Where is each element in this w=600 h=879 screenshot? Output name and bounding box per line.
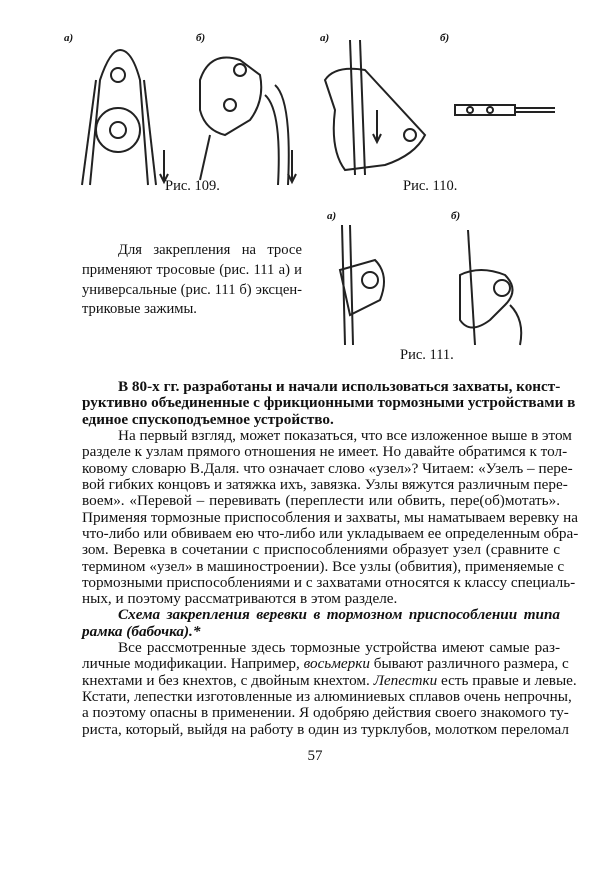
figure-caption: Рис. 109. <box>165 178 220 194</box>
italic-term: восьмерки <box>303 655 370 673</box>
text-line: зом. Веревка в сочетании с приспособлениями образует узел (сравните с <box>82 541 560 559</box>
figure-109-drawing <box>60 40 310 190</box>
text-line: руктивно объединенные с фрикционными тормозными устройствами в <box>82 394 576 412</box>
figure-110-drawing <box>315 40 565 180</box>
figure-label: а) <box>320 32 330 44</box>
text-line: ных, и поэтому рассматриваются в этом разделе. <box>82 590 398 608</box>
text-line: триковые зажимы. <box>82 301 197 317</box>
text-line: разделе к узлам прямого отношения не имеет. Но давайте обратимся к тол- <box>82 443 568 461</box>
figure-caption: Рис. 110. <box>403 178 458 194</box>
text-line: Для закрепления на тросе <box>118 242 302 258</box>
text-line: Кстати, лепестки изготовленные из алюминиевых сплавов очень непрочны, <box>82 688 572 706</box>
text-line: а поэтому опасны в применении. Я одобряю действия своего знакомого ту- <box>82 704 569 722</box>
text-line: вой гибких концовъ и затяжка ихъ, завязка. Узлы вяжутся различным пере- <box>82 475 568 493</box>
figure-caption: Рис. 111. <box>400 347 454 363</box>
text-line: Применяя тормозные приспособления и захваты, мы наматываем веревку на <box>82 508 578 526</box>
text-line: воем». «Перевой – перевивать (переплести или обвить, пере(об)мотать». <box>82 492 560 510</box>
figure-label: а) <box>64 32 74 44</box>
text-span: бывают различного размера, с <box>369 655 569 673</box>
figure-label: б) <box>196 32 206 44</box>
text-line: На первый взгляд, может показаться, что все изложенное выше в этом <box>118 426 572 444</box>
italic-term: Лепестки <box>373 671 438 689</box>
text-line: универсальные (рис. 111 б) эксцен- <box>82 282 302 298</box>
text-line: риста, который, выйдя на работу в один из турклубов, молотком переломал <box>82 720 569 738</box>
figure-label: а) <box>327 210 337 222</box>
text-line: Все рассмотренные здесь тормозные устройства имеют самые раз- <box>118 639 560 657</box>
text-line: тормозными приспособлениями и с захватами относятся к классу специаль- <box>82 573 576 591</box>
text-line: В 80-х гг. разработаны и начали использоваться захваты, конст- <box>118 378 561 395</box>
text-line: что-либо или обвиваем ею что-либо или укладываем ее определенным обра- <box>82 524 579 542</box>
figure-111-drawing <box>320 220 540 350</box>
text-line: применяют тросовые (рис. 111 а) и <box>82 262 302 278</box>
text-line: Схема закрепления веревки в тормозном приспособлении типа <box>118 606 560 624</box>
text-span: есть правые и левые. <box>437 671 577 689</box>
text-span: личные модификации. Например, <box>82 655 304 673</box>
text-line: термином «узел» в машиностроении). Все узлы (обвития), применяемые с <box>82 557 565 575</box>
text-span: кнехтами и без кнехтов, с двойным кнехтом. <box>82 671 374 689</box>
text-line: ковому словарю В.Даля. что означает слово «узел»? Читаем: «Узелъ – пере- <box>82 459 573 477</box>
page-number: 57 <box>307 748 323 764</box>
figure-label: б) <box>451 210 461 222</box>
figure-label: б) <box>440 32 450 44</box>
text-line: рамка (бабочка).* <box>82 622 201 640</box>
text-line: единое спускоподъемное устройство. <box>82 410 334 428</box>
